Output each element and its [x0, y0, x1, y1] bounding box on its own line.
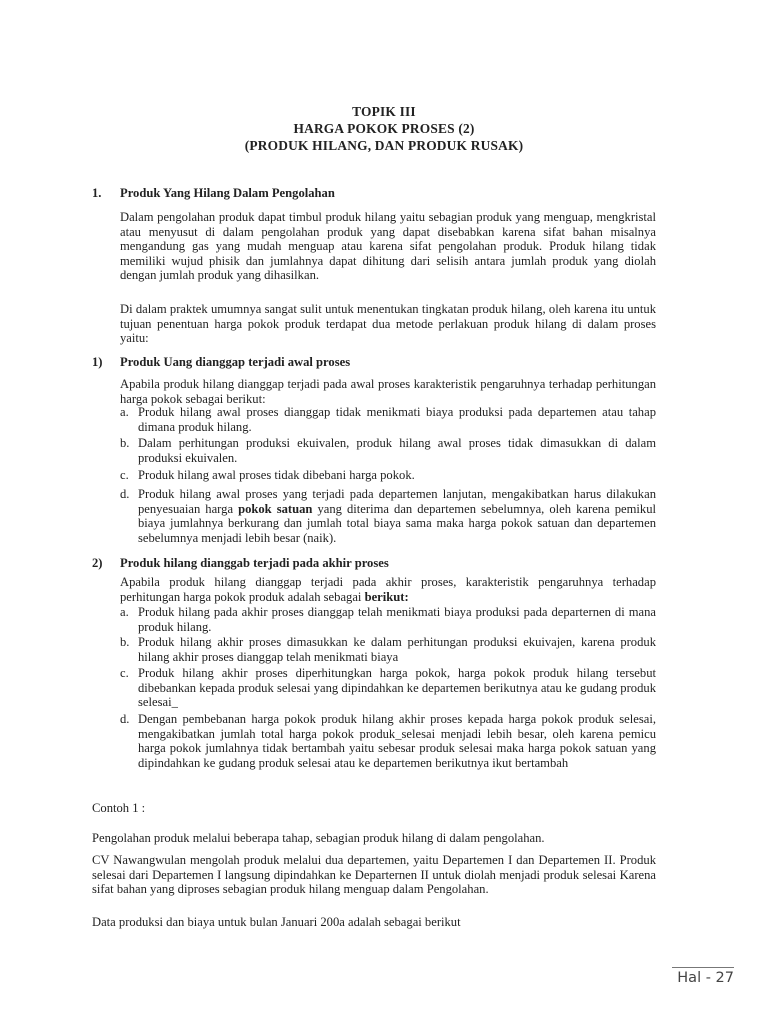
list-label: b. [120, 635, 130, 649]
list-label: c. [120, 666, 129, 680]
list-item: Dalam perhitungan produksi ekuivalen, produk hilang awal proses tidak dimasukkan di dalam produksi ekuivalen. [138, 436, 656, 465]
list-item: Produk hilang pada akhir proses dianggap telah menikmati biaya produksi pada departernen di mana produk hilang. [138, 605, 656, 634]
subsection-heading: Produk Uang dianggap terjadi awal proses [120, 355, 351, 369]
section-number: 1. [92, 186, 102, 200]
topic-subtitle-detail: (PRODUK HILANG, DAN PRODUK RUSAK) [244, 138, 524, 153]
emphasis-text: pokok satuan [238, 501, 313, 516]
topic-subtitle: HARGA POKOK PROSES (2) [293, 121, 475, 136]
emphasis-text: berikut: [364, 589, 409, 604]
section-paragraph: Di dalam praktek umumnya sangat sulit untuk menentukan tingkatan produk hilang, oleh karena itu untuk tujuan penentuan harga pokok produk terdapat dua metode perlakuan produk hilang di dalam proses yaitu: [120, 302, 656, 346]
list-label: a. [120, 405, 129, 419]
subsection-intro [120, 575, 656, 604]
example-heading: Contoh 1 : [92, 801, 146, 815]
list-item: Dengan pembebanan harga pokok produk hilang akhir proses kepada harga pokok produk selesai, mengakibatkan jumlah total harga pokok produk_selesai menjadi lebih besar, oleh karena pemicu harga pokok jumlahnya tidak bertambah yaitu sebesar produk selesai maka harga pokok satuan yang dipindahkan ke gudang produk selesai atau ke departemen berikutnya ikut bertambah [138, 712, 656, 770]
section-paragraph: Dalam pengolahan produk dapat timbul produk hilang yaitu sebagian produk yang menguap, mengkristal atau menyusut di dalam pengolahan produk yang dapat disebabkan karena sifat bahan misalnya mengandung gas yang mudah menguap atau karena sifat pengolahan produk. Produk hilang tidak memiliki wujud phisik dan jumlahnya dapat dihitung dari selisih antara jumlah produk yang diolah dengan jumlah produk yang dihasilkan. [120, 210, 656, 283]
subsection-heading: Produk hilang dianggab terjadi pada akhir proses [120, 556, 389, 570]
list-item [138, 487, 656, 545]
list-item-text: yang diterima dan departemen sebelumnya, oleh karena pemikul biaya jumlahnya berkurang dan jumlah total biaya sama maka harga pokok satuan dan departemen sebelumnya menjadi lebih besar (naik). [138, 501, 656, 545]
list-item: Produk hilang awal proses dianggap tidak menikmati biaya produksi pada departemen atau tahap dimana produk hilang. [138, 405, 656, 434]
list-label: c. [120, 468, 129, 482]
list-item-text: Produk hilang awal proses yang terjadi pada departemen lanjutan, mengakibatkan harus dilakukan penyesuaian harga [138, 487, 656, 516]
example-text: Pengolahan produk melalui beberapa tahap, sebagian produk hilang di dalam pengolahan. [92, 831, 545, 845]
intro-text: Apabila produk hilang dianggap terjadi pada akhir proses, karakteristik pengaruhnya terhadap perhitungan harga pokok produk adalah sebagai [120, 575, 656, 604]
subsection-number: 2) [92, 556, 103, 570]
list-label: a. [120, 605, 129, 619]
subsection-number: 1) [92, 355, 103, 369]
list-item: Produk hilang awal proses tidak dibebani harga pokok. [138, 468, 415, 482]
subsection-intro: Apabila produk hilang dianggap terjadi pada awal proses karakteristik pengaruhnya terhadap perhitungan harga pokok sebagai berikut: [120, 377, 656, 406]
list-label: d. [120, 712, 130, 726]
list-item: Produk hilang akhir proses diperhitungkan harga pokok, harga pokok produk hilang tersebut dibebankan kepada produk selesai yang dipindahkan ke departemen berikutnya atau ke gudang produk selesai_ [138, 666, 656, 710]
example-paragraph: CV Nawangwulan mengolah produk melalui dua departemen, yaitu Departemen I dan Departemen II. Produk selesai dari Departemen I langsung dipindahkan ke Departernen II untuk diolah menjadi produk selesai Karena sifat bahan yang diproses sebagian produk hilang menguap dalam Pengolahan. [92, 853, 656, 897]
topic-title: TOPIK III [352, 104, 416, 119]
footer-divider [672, 967, 734, 968]
section-heading: Produk Yang Hilang Dalam Pengolahan [120, 186, 335, 200]
list-item: Produk hilang akhir proses dimasukkan ke dalam perhitungan produksi ekuivajen, karena produk hilang akhir proses dianggap telah menikmati biaya [138, 635, 656, 664]
example-text: Data produksi dan biaya untuk bulan Januari 200a adalah sebagai berikut [92, 915, 461, 929]
page-number: Hal - 27 [677, 970, 734, 986]
list-label: b. [120, 436, 130, 450]
list-label: d. [120, 487, 130, 501]
